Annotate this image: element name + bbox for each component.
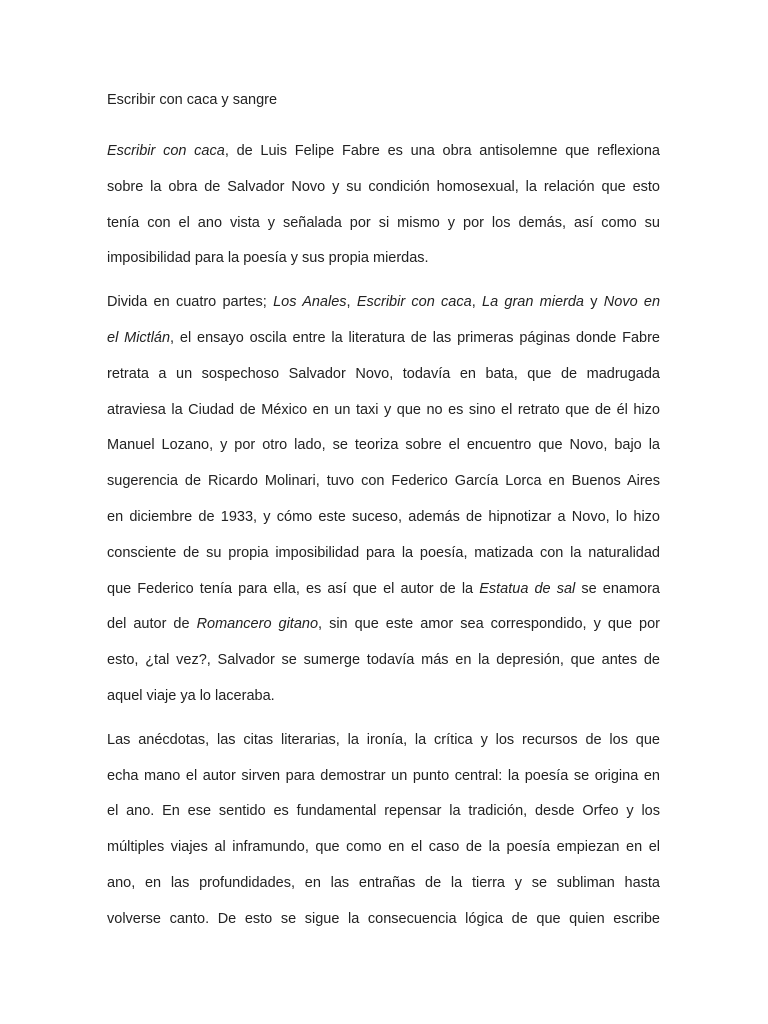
text-run: imposibilidad para la poesía y sus propia mierdas. bbox=[107, 250, 429, 267]
text-run: del autor de bbox=[107, 616, 197, 633]
italic-title-text: La gran mierda bbox=[482, 294, 584, 311]
text-run: múltiples viajes al inframundo, que como en el caso de la poesía empiezan en el bbox=[107, 839, 660, 856]
italic-title-text: Romancero gitano bbox=[196, 616, 319, 633]
text-run: , bbox=[346, 294, 357, 311]
text-line bbox=[107, 206, 660, 242]
text-line bbox=[107, 393, 660, 429]
paragraph bbox=[107, 723, 660, 938]
text-run: , de Luis Felipe Fabre es una obra antisolemne que reflexiona bbox=[224, 143, 660, 159]
text-line bbox=[107, 607, 660, 643]
text-run: consciente de su propia imposibilidad para la poesía, matizada con la naturalidad bbox=[107, 544, 660, 561]
text-line bbox=[107, 170, 660, 206]
italic-title-text: Estatua de sal bbox=[479, 580, 576, 597]
text-line bbox=[107, 759, 660, 795]
text-run: y bbox=[584, 294, 604, 311]
paragraph bbox=[107, 134, 660, 277]
text-run: sugerencia de Ricardo Molinari, tuvo con Federico García Lorca en Buenos Aires bbox=[107, 473, 660, 490]
document-body bbox=[107, 134, 660, 938]
text-line bbox=[107, 321, 660, 357]
text-run: volverse canto. De esto se sigue la consecuencia lógica de que quien escribe bbox=[107, 910, 660, 927]
text-run: en diciembre de 1933, y cómo este suceso, además de hipnotizar a Novo, lo hizo bbox=[107, 508, 660, 525]
italic-title-text: Escribir con caca bbox=[356, 294, 472, 311]
text-line bbox=[107, 830, 660, 866]
text-run: el ano. En ese sentido es fundamental repensar la tradición, desde Orfeo y los bbox=[107, 803, 660, 820]
document-page bbox=[107, 88, 660, 946]
text-line bbox=[107, 794, 660, 830]
text-line bbox=[107, 464, 660, 500]
text-line bbox=[107, 134, 660, 170]
text-line bbox=[107, 723, 660, 759]
text-run: atraviesa la Ciudad de México en un taxi y que no es sino el retrato que de él hizo bbox=[107, 401, 660, 418]
paragraph bbox=[107, 285, 660, 715]
text-line bbox=[107, 285, 660, 321]
italic-title-text: el Mictlán bbox=[107, 329, 171, 346]
text-run: ano, en las profundidades, en las entrañas de la tierra y se subliman hasta bbox=[107, 874, 660, 891]
text-run: retrata a un sospechoso Salvador Novo, todavía en bata, que de madrugada bbox=[107, 365, 660, 382]
text-run: que Federico tenía para ella, es así que el autor de la bbox=[107, 580, 480, 597]
text-line bbox=[107, 572, 660, 608]
text-run: Las anécdotas, las citas literarias, la ironía, la crítica y los recursos de los que bbox=[107, 731, 660, 748]
italic-title-text: Escribir con caca bbox=[107, 143, 225, 159]
text-line bbox=[107, 643, 660, 679]
text-run: se enamora bbox=[575, 580, 660, 597]
text-run: Manuel Lozano, y por otro lado, se teoriza sobre el encuentro que Novo, bajo la bbox=[107, 437, 660, 454]
text-line bbox=[107, 357, 660, 393]
text-run: , sin que este amor sea correspondido, y que por bbox=[318, 616, 660, 633]
text-run: , bbox=[471, 294, 482, 311]
text-line bbox=[107, 679, 660, 715]
text-run: Divida en cuatro partes; bbox=[107, 294, 274, 311]
italic-title-text: Novo en bbox=[603, 294, 661, 311]
text-run: esto, ¿tal vez?, Salvador se sumerge todavía más en la depresión, que antes de bbox=[107, 652, 660, 669]
text-run: , el ensayo oscila entre la literatura de las primeras páginas donde Fabre bbox=[170, 329, 660, 346]
text-line bbox=[107, 902, 660, 938]
text-line bbox=[107, 428, 660, 464]
text-line bbox=[107, 241, 660, 277]
text-line bbox=[107, 536, 660, 572]
italic-title-text: Los Anales bbox=[273, 294, 347, 311]
text-line bbox=[107, 500, 660, 536]
text-line bbox=[107, 866, 660, 902]
text-run: echa mano el autor sirven para demostrar un punto central: la poesía se origina en bbox=[107, 767, 660, 784]
text-run: aquel viaje ya lo laceraba. bbox=[107, 687, 275, 704]
text-run: tenía con el ano vista y señalada por si mismo y por los demás, así como su bbox=[107, 214, 660, 231]
text-run: sobre la obra de Salvador Novo y su condición homosexual, la relación que esto bbox=[107, 178, 660, 195]
document-title: Escribir con caca y sangre bbox=[107, 92, 278, 108]
